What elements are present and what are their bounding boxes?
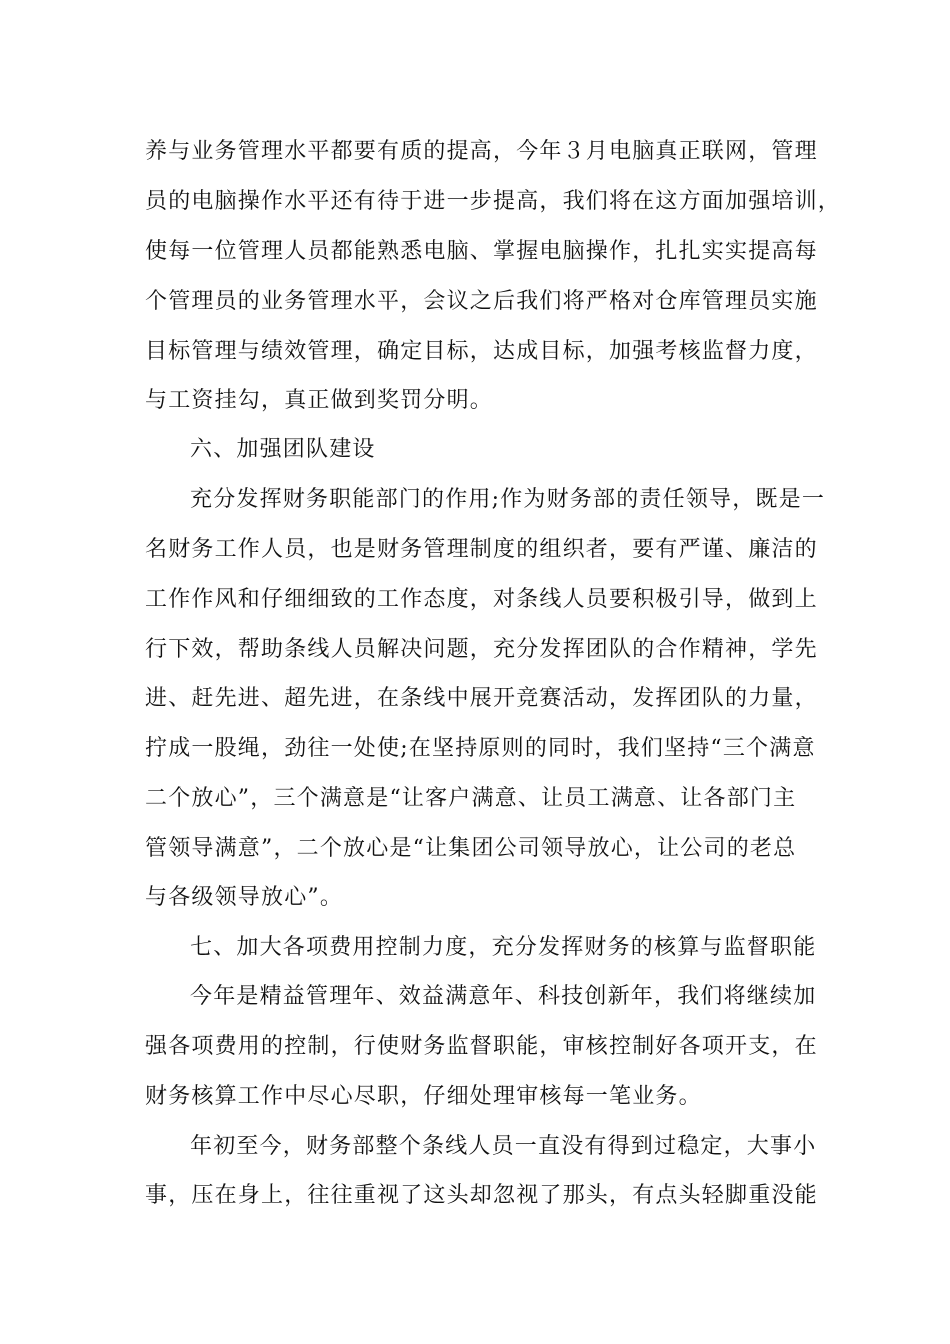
paragraph-line: 名财务工作人员，也是财务管理制度的组织者，要有严谨、廉洁的: [145, 537, 818, 562]
paragraph-line: 养与业务管理水平都要有质的提高，今年３月电脑真正联网，管理: [145, 139, 818, 164]
paragraph-line: 拧成一股绳，劲往一处使;在坚持原则的同时，我们坚持“三个满意: [145, 736, 816, 761]
paragraph-line: 与各级领导放心”。: [145, 885, 344, 910]
section-heading: 六、加强团队建设: [190, 437, 376, 462]
paragraph-line: 员的电脑操作水平还有待于进一步提高，我们将在这方面加强培训，: [145, 189, 842, 214]
paragraph-line: 年初至今，财务部整个条线人员一直没有得到过稳定，大事小: [190, 1134, 817, 1159]
paragraph-line: 行下效，帮助条线人员解决问题，充分发挥团队的合作精神，学先: [145, 637, 818, 662]
paragraph-line: 充分发挥财务职能部门的作用;作为财务部的责任领导，既是一: [190, 487, 826, 512]
paragraph-line: 与工资挂勾，真正做到奖罚分明。: [145, 388, 494, 413]
paragraph-line: 个管理员的业务管理水平，会议之后我们将严格对仓库管理员实施: [145, 289, 818, 314]
paragraph-line: 进、赶先进、超先进，在条线中展开竞赛活动，发挥团队的力量，: [145, 686, 818, 711]
paragraph-line: 使每一位管理人员都能熟悉电脑、掌握电脑操作，扎扎实实提高每: [145, 239, 818, 264]
paragraph-line: 管领导满意”，二个放心是“让集团公司领导放心，让公司的老总: [145, 836, 797, 861]
paragraph-line: 工作作风和仔细细致的工作态度，对条线人员要积极引导，做到上: [145, 587, 818, 612]
section-heading: 七、加大各项费用控制力度，充分发挥财务的核算与监督职能: [190, 935, 817, 960]
paragraph-line: 二个放心”，三个满意是“让客户满意、让员工满意、让各部门主: [145, 786, 797, 811]
paragraph-line: 强各项费用的控制，行使财务监督职能，审核控制好各项开支，在: [145, 1034, 818, 1059]
paragraph-line: 事，压在身上，往往重视了这头却忽视了那头，有点头轻脚重没能: [145, 1183, 818, 1208]
paragraph-line: 今年是精益管理年、效益满意年、科技创新年，我们将继续加: [190, 984, 817, 1009]
paragraph-line: 财务核算工作中尽心尽职，仔细处理审核每一笔业务。: [145, 1084, 702, 1109]
paragraph-line: 目标管理与绩效管理，确定目标，达成目标，加强考核监督力度，: [145, 339, 818, 364]
